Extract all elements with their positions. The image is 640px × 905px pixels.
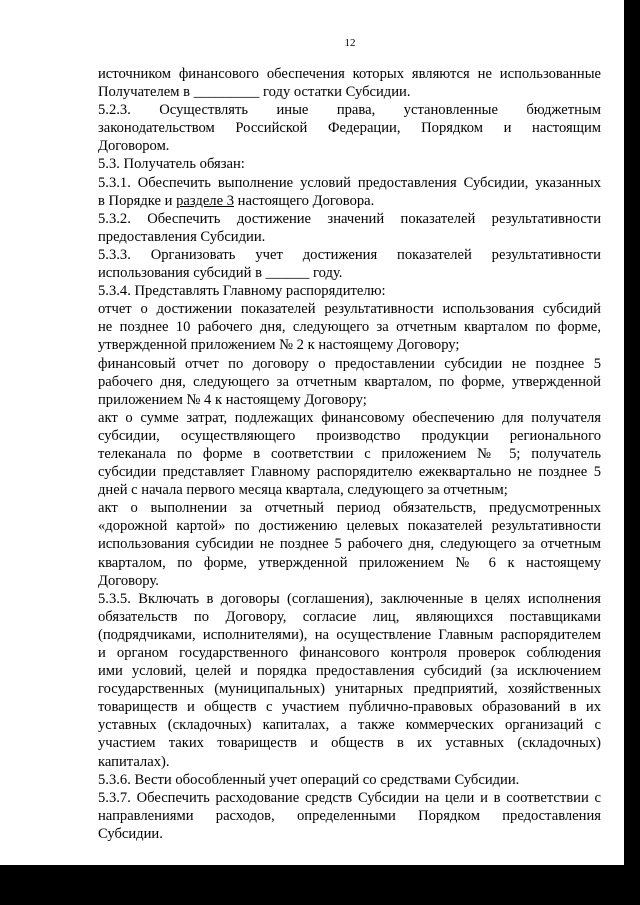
text-line: дней с начала первого месяца квартала, следующего за отчетным; [98,482,508,499]
text-line: ими условий, целей и порядка предоставления субсидий (за исключением [98,663,601,680]
text-line: источником финансового обеспечения которых являются не использованные [98,66,601,82]
text-line: 5.2.3. Осуществлять иные права, установленные бюджетным [98,102,601,119]
section-3-link[interactable]: разделе 3 [176,192,235,209]
text-line: уставных (складочных) капиталах, а также коммерческих организаций с [98,717,601,734]
text-line: 5.3.5. Включать в договоры (соглашения), заключенные в целях исполнения [98,590,601,607]
text-line: Субсидии. [98,825,163,842]
text-line: кварталом, по форме, утвержденной приложением № 6 к настоящему [98,554,601,571]
text-line: 5.3.6. Вести обособленный учет операций со средствами Субсидии. [98,771,520,788]
text-line: и органом государственного финансового контроля проверок соблюдения [98,645,601,661]
text-line: обязательств по Договору, согласие лиц, являющихся поставщиками [98,608,601,625]
text-line: товариществ и обществ с участием публично-правовых образований в их [98,699,601,716]
text-line: финансовый отчет по договору о предоставлении субсидии не позднее 5 [98,355,601,372]
text-line: Договором. [98,138,170,155]
document-body [98,65,601,843]
text-line: отчет о достижении показателей результативности использования субсидий [98,301,601,318]
text-line: не позднее 10 рабочего дня, следующего за отчетным кварталом по форме, [98,319,601,336]
text-line: 5.3.3. Организовать учет достижения показателей результативности [98,246,601,263]
text-line: 5.3.1. Обеспечить выполнение условий предоставления Субсидии, указанных [98,174,601,191]
text-line: использования субсидии не позднее 5 рабочего дня, следующего за отчетным [98,536,601,553]
scan-border-bottom [0,865,640,905]
text-line: субсидии, осуществляющего производство продукции регионального [98,427,601,444]
page-number: 12 [344,37,356,49]
text-line: участием таких товариществ и обществ в их уставных (складочных) [98,735,601,752]
text-line: предоставления Субсидии. [98,228,266,245]
text-line: Договору. [98,572,159,589]
text-line: (подрядчиками, исполнителями), на осуществление Главным распорядителем [98,626,601,643]
text-line: 5.3. Получатель обязан: [98,156,245,173]
text-line: 5.3.2. Обеспечить достижение значений показателей результативности [98,210,601,227]
text-line: направлениями расходов, определенными Порядком предоставления [98,807,601,824]
text-line: акт о выполнении за отчетный период обязательств, предусмотренных [98,500,601,517]
text-line: 5.3.7. Обеспечить расходование средств Субсидии на цели и в соответствии с [98,789,601,806]
text-line: субсидии представляет Главному распорядителю ежеквартально не позднее 5 [98,464,601,481]
text-line: 5.3.4. Представлять Главному распорядителю: [98,283,386,300]
text-line: в Порядке и разделе 3 настоящего Договора. [98,192,375,209]
text-line: капиталах). [98,753,170,770]
text-line: законодательством Российской Федерации, Порядком и настоящим [98,120,601,137]
text-line: использования субсидий в ______ году. [98,265,343,282]
text-line: акт о сумме затрат, подлежащих финансовому обеспечению для получателя [98,409,601,426]
text-line: «дорожной картой» по достижению целевых показателей результативности [98,518,601,535]
text-line: государственных (муниципальных) унитарных предприятий, хозяйственных [98,681,601,698]
text-line: Получателем в _________ году остатки Субсидии. [98,84,411,101]
scan-border-right [624,0,640,905]
text-line: рабочего дня, следующего за отчетным кварталом, по форме, утвержденной [98,373,601,390]
text-line: утвержденной приложением № 2 к настоящему Договору; [98,337,460,354]
text-line: приложением № 4 к настоящему Договору; [98,391,367,408]
text-line: телеканала по форме в соответствии с приложением № 5; получатель [98,445,601,462]
